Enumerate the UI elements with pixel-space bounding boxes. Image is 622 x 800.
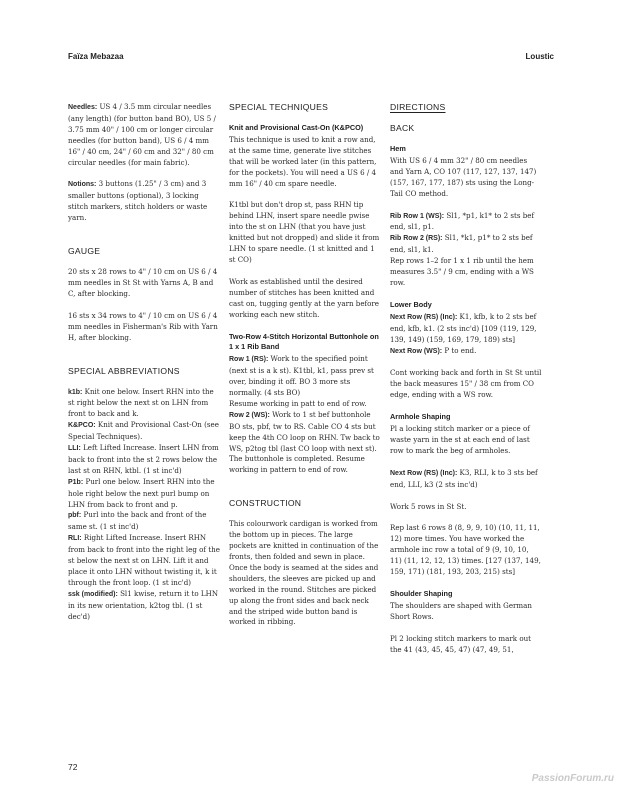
buttonhole-row-1-resume: Resume working in patt to end of row. [229,398,367,408]
gauge-paragraph-2: 16 sts x 34 rows to 4" / 10 cm on US 6 / 4 mm needles in Fisherman's Rib with Yarn H, after blocking. [68,310,218,342]
shoulder-paragraph-1: The shoulders are shaped with German Short Rows. [390,600,532,621]
gauge-paragraph-1: 20 sts x 28 rows to 4" / 10 cm on US 6 / 4 mm needles in St St with Yarns A, B and C, after blocking. [68,267,218,298]
column-techniques [229,102,381,639]
kpco-paragraph-3: Work as established until the desired number of stitches has been knitted and cast on, tugging gently at the yarn before working each new stitch. [229,276,380,319]
construction-paragraph: This colourwork cardigan is worked from the bottom up in pieces. The large pockets are knitted in continuation of the fronts, then folded and sewn in place. Once the body is seamed at the sides and shoulders, the sleeves are picked up and worked in the round. Stitches are picked up along the front sides and back neck and the striped wide button band is worked in ribbing. [229,519,379,627]
shoulder-paragraph-2: Pl 2 locking stitch markers to mark out the 41 (43, 45, 45, 47) (47, 49, 51, [390,633,532,654]
abbreviations-list [68,387,220,623]
abbreviation-item: k1b: Knit one below. Insert RHN into the st right below the next st on LHN from front to back and k. [68,386,214,419]
directions-heading: DIRECTIONS [390,102,446,112]
abbreviation-item: pbf: Purl into the back and front of the same st. (1 st inc'd) [68,510,207,532]
abbreviation-item: LLI: Left Lifted Increase. Insert LHN from back to front into the st 2 rows below the last st on RHN, ktbl. (1 st inc'd) [68,443,219,475]
abbreviations-heading: SPECIAL ABBREVIATIONS [68,365,180,376]
shoulder-title: Shoulder Shaping [390,589,453,598]
abbreviation-item: P1b: Purl one below. Insert RHN into the hole right below the next purl bump on LHN from back to front and p. [68,476,215,509]
back-heading: BACK [390,123,415,133]
buttonhole-row-1: Row 1 (RS): Work to the specified point (next st is a k st). K1tbl, k1, pass prev st over, binding it off. BO 3 more sts normally. (4 sts BO) [229,354,374,398]
armhole-paragraph-1: Pl a locking stitch marker or a piece of waste yarn in the st at each end of last row to mark the beg of armholes. [390,424,530,455]
armhole-work-rows: Work 5 rows in St St. [390,501,467,511]
lower-body-continue: Cont working back and forth in St St until the back measures 15" / 38 cm from CO edge, ending with a WS row. [390,368,542,400]
abbreviation-item: RLI: Right Lifted Increase. Insert RHN from back to front into the right leg of the st below the next st on LHN. Lift it and place it onto LHN without twisting it, k it through the front loop. (1 st inc'd) [68,533,220,587]
lower-body-row-2: Next Row (WS): P to end. [390,345,477,355]
needles-paragraph: Needles: US 4 / 3.5 mm circular needles (any length) (for button band BO), US 5 / 3.75 mm 40" / 100 cm or longer circular needles (for button band), US 6 / 4 mm 16" / 40 cm, 24" / 60 cm and 32" / 80 cm circular needles (for main fabric). [68,102,216,167]
hem-title: Hem [390,144,406,153]
header-pattern-name: Loustic [525,52,554,61]
column-directions [390,102,542,667]
abbreviation-item: K&PCO: Knit and Provisional Cast-On (see Special Techniques). [68,420,219,442]
header-author: Faïza Mebazaa [68,52,124,61]
buttonhole-title: Two-Row 4-Stitch Horizontal Buttonhole on 1 x 1 Rib Band [229,331,379,352]
watermark: PassionForum.ru [531,773,614,784]
armhole-inc-row: Next Row (RS) (Inc): K3, RLI, k to 3 sts bef end, LLI, k3 (2 sts inc'd) [390,467,538,489]
rib-row-1: Rib Row 1 (WS): Sl1, *p1, k1* to 2 sts bef end, sl1, p1. [390,210,535,232]
kpco-paragraph-2: K1tbl but don't drop st, pass RHN tip behind LHN, insert spare needle pwise into the st on LHN (that you have just knitted but not dropped) and slide it from LHN to spare needle. (1 st knitted and 1 st CO) [229,200,380,264]
rib-row-2: Rib Row 2 (RS): Sl1, *k1, p1* to 2 sts bef end, sl1, k1. [390,233,533,255]
kpco-paragraph-1: This technique is used to knit a row and, at the same time, generate live stitches that will be worked later (in this pattern, for the pockets). You will need a US 6 / 4 mm 16" / 40 cm spare needle. [229,134,377,188]
page-number: 72 [68,762,78,772]
buttonhole-row-2: Row 2 (WS): Work to 1 st bef buttonhole BO sts, pbf, tw to RS. Cable CO 4 sts but keep the 4th CO loop on RHN. Tw back to WS, p2tog tbl (last CO loop with next st). The buttonhole is completed. Resume working in pattern to end of row. [229,409,380,475]
column-materials [68,102,220,623]
armhole-repeat: Rep last 6 rows 8 (8, 9, 9, 10) (10, 11, 11, 12) more times. You have worked the armhole inc row a total of 9 (9, 10, 10, 11) (11, 12, 12, 13) times. [127 (137, 149, 159, 171) (181, 193, 203, 215) sts] [390,523,541,577]
notions-paragraph: Notions: 3 buttons (1.25" / 3 cm) and 3 smaller buttons (optional), 3 locking stitch markers, stitch holders or waste yarn. [68,179,208,223]
lower-body-title: Lower Body [390,299,432,309]
kpco-title: Knit and Provisional Cast-On (K&PCO) [229,123,364,132]
hem-paragraph: With US 6 / 4 mm 32" / 80 cm needles and Yarn A, CO 107 (117, 127, 137, 147) (157, 167, 177, 187) sts using the Long-Tail CO method. [390,155,537,198]
construction-heading: CONSTRUCTION [229,498,302,509]
abbreviation-item: ssk (modified): Sl1 kwise, return it to LHN in its new orientation, k2tog tbl. (1 st dec'd) [68,588,219,621]
special-techniques-heading: SPECIAL TECHNIQUES [229,102,329,112]
lower-body-row-1: Next Row (RS) (Inc): K1, kfb, k to 2 sts bef end, kfb, k1. (2 sts inc'd) [109 (119, 129, 139, 149) (159, 169, 179, 189) sts] [390,311,537,344]
armhole-title: Armhole Shaping [390,412,451,422]
gauge-heading: GAUGE [68,246,101,257]
rib-repeat: Rep rows 1–2 for 1 x 1 rib until the hem measures 3.5" / 9 cm, ending with a WS row. [390,256,534,287]
